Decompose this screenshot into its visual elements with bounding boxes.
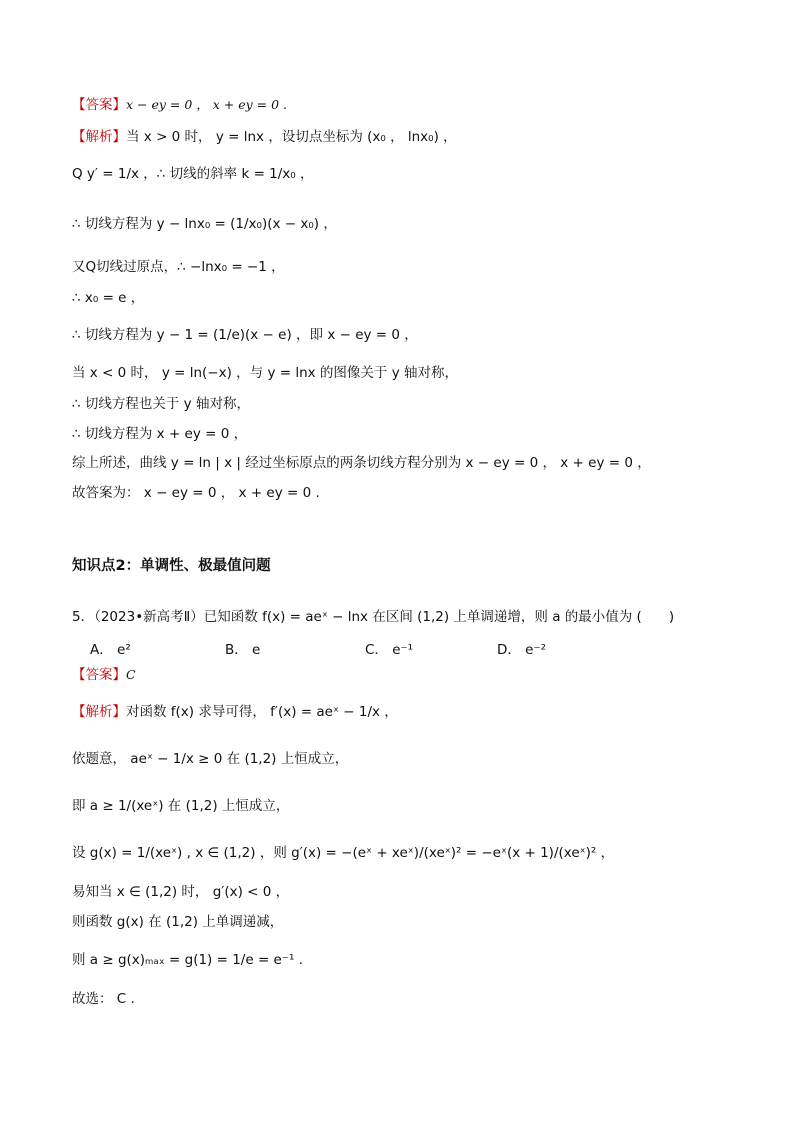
solution-line: ∴ 切线方程为 y − lnx₀ = (1/x₀)(x − x₀) ，: [72, 216, 337, 232]
option-a: A． e²: [90, 642, 131, 658]
question-5: 5．（2023•新高考Ⅱ）已知函数 f(x) = aeˣ − lnx 在区间 (1,2) 上单调递增，则 a 的最小值为 ( ): [72, 609, 675, 625]
solution-line: ∴ 切线方程为 x + ey = 0 ，: [72, 426, 248, 442]
solution-line: ∴ x₀ = e ，: [72, 290, 145, 306]
solution-line: 故答案为： x − ey = 0 ， x + ey = 0 .: [72, 485, 320, 501]
solution-line: 即 a ≥ 1/(xeˣ) 在 (1,2) 上恒成立，: [72, 798, 290, 814]
answer-line: 【答案】x − ey = 0 ， x + ey = 0 .: [72, 97, 287, 113]
analysis-line: 【解析】对函数 f(x) 求导可得， f′(x) = aeˣ − 1/x ，: [72, 704, 398, 720]
section-heading: 知识点2：单调性、极最值问题: [72, 558, 271, 574]
solution-line: 又Q切线过原点，∴ −lnx₀ = −1 ，: [72, 259, 285, 275]
option-b: B． e: [225, 642, 261, 658]
solution-line: Q y′ = 1/x ，∴ 切线的斜率 k = 1/x₀ ，: [72, 166, 314, 182]
solution-line: 故选： C .: [72, 991, 135, 1007]
option-c: C． e⁻¹: [365, 642, 414, 658]
solution-line: 当 x < 0 时， y = ln(−x) ，与 y = lnx 的图像关于 y 轴对称，: [72, 365, 458, 381]
solution-line: 则 a ≥ g(x)ₘₐₓ = g(1) = 1/e = e⁻¹ .: [72, 952, 303, 968]
solution-line: 设 g(x) = 1/(xeˣ) , x ∈ (1,2) ，则 g′(x) = −(eˣ + xeˣ)/(xeˣ)² = −eˣ(x + 1)/(xeˣ)² ，: [72, 845, 615, 861]
solution-line: 依题意， aeˣ − 1/x ≥ 0 在 (1,2) 上恒成立，: [72, 751, 349, 767]
analysis-line: 【解析】当 x > 0 时， y = lnx ，设切点坐标为 (x₀ ， lnx₀) ，: [72, 129, 457, 145]
solution-line: ∴ 切线方程也关于 y 轴对称，: [72, 396, 250, 412]
solution-line: 易知当 x ∈ (1,2) 时， g′(x) < 0 ，: [72, 884, 290, 900]
solution-line: ∴ 切线方程为 y − 1 = (1/e)(x − e) ，即 x − ey = 0 ，: [72, 327, 418, 343]
solution-line: 则函数 g(x) 在 (1,2) 上单调递减，: [72, 914, 284, 930]
answer-line: 【答案】C: [72, 667, 136, 683]
solution-line: 综上所述，曲线 y = ln | x | 经过坐标原点的两条切线方程分别为 x − ey = 0 ， x + ey = 0 ，: [72, 455, 651, 471]
option-d: D． e⁻²: [497, 642, 547, 658]
